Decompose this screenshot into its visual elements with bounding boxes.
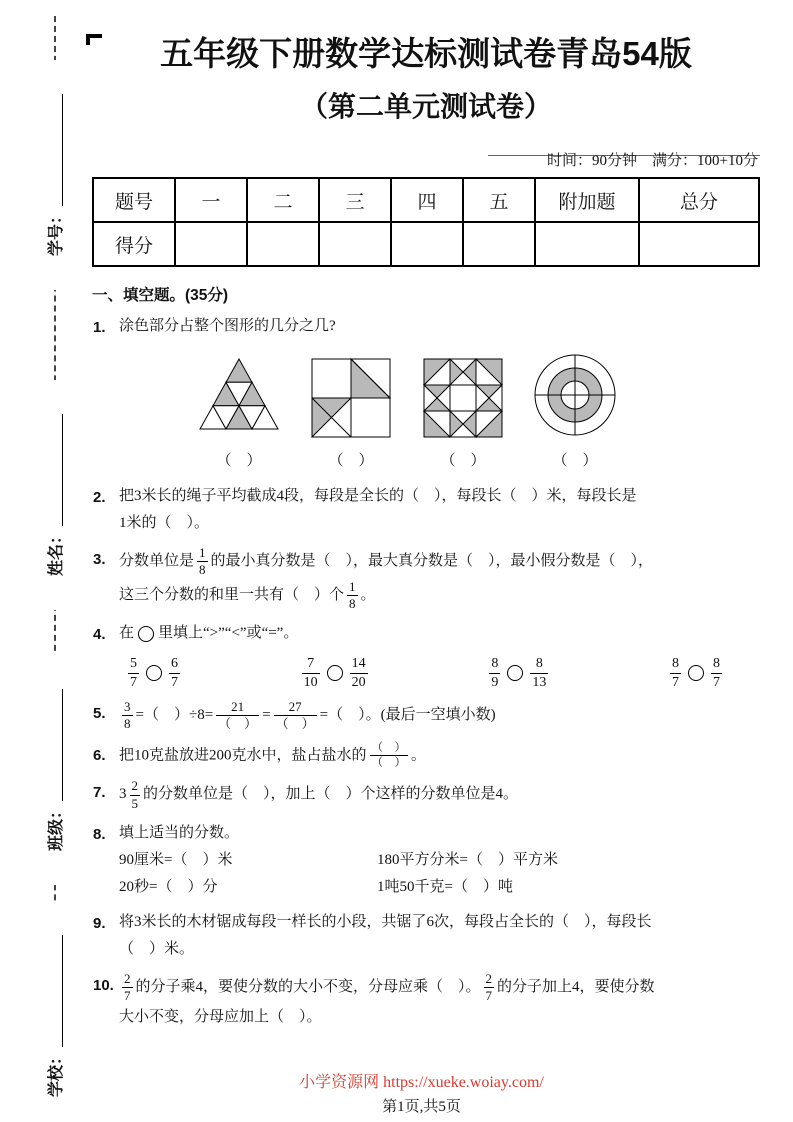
score-cell	[391, 222, 463, 266]
fraction-3-8: $\frac{3}{8}$	[124, 699, 131, 732]
question-5-seg3: =（ ）。(最后一空填小数)	[319, 707, 496, 724]
score-cell	[175, 222, 247, 266]
question-10-line2: 大小不变，分母应加上（ ）。	[119, 1009, 322, 1026]
conversion-item: 90厘米=（ ）米	[119, 851, 233, 868]
answer-blank: （ ）	[552, 453, 598, 469]
student-name-label: 姓名：	[47, 528, 65, 577]
circles-figure	[532, 352, 618, 438]
fraction-2-7: $\frac{2}{7}$	[485, 970, 493, 1003]
comparison-item	[299, 655, 371, 691]
question-7-number: 7.	[93, 784, 106, 802]
compare-circle-icon	[146, 665, 162, 681]
section-1-title: 一、填空题。(35分)	[92, 287, 229, 304]
question-6-seg1: 把10克盐放进200克水中，盐占盐水的	[119, 746, 367, 763]
conversion-item: 20秒=（ ）分	[119, 878, 218, 895]
fraction-1-8: $\frac{1}{8}$	[349, 578, 356, 611]
fraction-21-blank: $\frac{21}{( )}$	[218, 699, 258, 732]
question-1-text: 涂色部分占整个图形的几分之几?	[119, 318, 336, 334]
question-10-seg1: 的分子乘4，要使分数的大小不变，分母应乘（ ）。	[135, 978, 481, 995]
question-3-seg3: 这三个分数的和里一共有（ ）个	[119, 586, 345, 603]
footer-site-link: 小学资源网 https://xueke.woiay.com/	[299, 1074, 544, 1091]
col-extra: 附加题	[535, 178, 639, 222]
question-2-line2: 1米的（ ）。	[119, 515, 210, 531]
comparison-row	[125, 655, 725, 691]
question-4-seg2: 里填上“>”“<”或“=”。	[158, 625, 299, 641]
answer-blank: （ ）	[328, 453, 374, 469]
question-7	[92, 778, 760, 812]
fraction-blank-blank: $\frac{( )}{( )}$	[371, 741, 407, 769]
question-5-number: 5.	[93, 705, 106, 722]
question-8-row-1	[119, 847, 760, 874]
question-9-line2: （ ）米。	[119, 940, 195, 957]
question-5-seg1: =（ ）÷8=	[135, 707, 214, 724]
question-7-whole: 3	[119, 786, 127, 803]
square-figure	[311, 358, 391, 438]
fraction-27-blank: $\frac{27}{( )}$	[275, 699, 315, 732]
question-1	[92, 313, 760, 475]
student-id-field	[41, 60, 67, 290]
question-7-seg2: 的分数单位是（ ），加上（ ）个这样的分数单位是4。	[143, 786, 519, 803]
question-10-seg2: 的分子加上4，要使分数	[497, 978, 655, 995]
score-cell	[463, 222, 535, 266]
fraction-2-5: $\frac{2}{5}$	[131, 778, 138, 811]
question-2-line1: 把3米长的绳子平均截成4段，每段是全长的（ ），每段长（ ）米，每段长是	[119, 488, 637, 504]
fraction: $\frac{8}{7}$	[671, 656, 679, 690]
score-cell	[535, 222, 639, 266]
compare-circle-icon	[507, 665, 523, 681]
question-2	[92, 483, 760, 537]
conversion-item: 1吨50千克=（ ）吨	[377, 878, 513, 895]
student-name-writing-line	[45, 414, 63, 526]
figure-row	[183, 352, 760, 475]
fraction: $\frac{7}{10}$	[303, 656, 318, 690]
score-table-header-row	[93, 178, 759, 222]
score-label: 得分	[93, 222, 175, 266]
time-score-info: 时间：90分钟 满分：100+10分	[547, 153, 758, 169]
score-table	[92, 177, 760, 267]
compare-circle-icon	[327, 665, 343, 681]
fraction-1-8: $\frac{1}{8}$	[199, 545, 206, 578]
figure-cell-circles	[519, 352, 631, 475]
compare-circle-icon	[688, 665, 704, 681]
page-indicator: 第1页,共5页	[382, 1099, 461, 1115]
question-9-line1: 将3米长的木材锯成每段一样长的小段，共锯了6次，每段占全长的（ ），每段长	[119, 913, 652, 930]
question-3	[92, 545, 760, 612]
question-3-seg2: 的最小真分数是（ ），最大真分数是（ ），最小假分数是（ ），	[210, 553, 654, 570]
question-3-seg1: 分数单位是	[119, 553, 195, 570]
question-5-seg2: =	[262, 707, 271, 724]
question-4	[92, 620, 760, 691]
score-table-score-row	[93, 222, 759, 266]
figure-cell-triangle	[183, 352, 295, 475]
col-5: 五	[463, 178, 535, 222]
comparison-item	[667, 655, 725, 691]
question-10	[92, 971, 760, 1032]
answer-blank: （ ）	[216, 453, 262, 469]
score-cell	[247, 222, 319, 266]
comparison-item	[486, 655, 551, 691]
main-content	[92, 28, 760, 1031]
exam-title: 五年级下册数学达标测试卷青岛54版	[160, 35, 692, 72]
answer-blank: （ ）	[440, 453, 486, 469]
question-6	[92, 741, 760, 771]
star-figure	[423, 358, 503, 438]
question-4-number: 4.	[93, 626, 106, 643]
school-label: 学校：	[47, 1049, 65, 1098]
fraction: $\frac{8}{7}$	[712, 656, 720, 690]
question-3-seg4: 。	[360, 586, 376, 603]
question-8-number: 8.	[93, 825, 106, 843]
question-8-text: 填上适当的分数。	[119, 824, 240, 841]
question-5	[92, 699, 760, 733]
question-8-row-2	[119, 874, 760, 901]
score-cell	[319, 222, 391, 266]
question-2-number: 2.	[93, 489, 106, 506]
question-9-number: 9.	[93, 914, 106, 932]
class-writing-line	[45, 689, 63, 801]
conversion-item: 180平方分米=（ ）平方米	[377, 851, 558, 868]
figure-cell-square	[295, 352, 407, 475]
fraction: $\frac{8}{9}$	[491, 656, 499, 690]
question-10-number: 10.	[93, 976, 114, 994]
question-8	[92, 820, 760, 901]
figure-cell-star	[407, 352, 519, 475]
question-6-seg2: 。	[411, 746, 427, 763]
student-name-field	[41, 380, 67, 610]
col-total: 总分	[639, 178, 759, 222]
student-id-label: 学号：	[47, 208, 65, 257]
question-1-number: 1.	[93, 319, 106, 336]
compare-circle-icon	[138, 626, 154, 642]
fraction: $\frac{14}{20}$	[351, 656, 366, 690]
fraction: $\frac{5}{7}$	[130, 656, 137, 690]
score-cell	[639, 222, 759, 266]
school-writing-line	[45, 935, 63, 1047]
col-4: 四	[391, 178, 463, 222]
col-1: 一	[175, 178, 247, 222]
question-4-seg1: 在	[119, 625, 135, 641]
question-3-number: 3.	[93, 551, 106, 568]
exam-subtitle: （第二单元测试卷）	[299, 91, 552, 122]
col-3: 三	[319, 178, 391, 222]
fraction: $\frac{8}{13}$	[532, 656, 547, 690]
fraction: $\frac{6}{7}$	[171, 656, 178, 690]
class-label: 班级：	[47, 803, 65, 852]
class-field	[41, 655, 67, 885]
fraction-2-7: $\frac{2}{7}$	[124, 970, 131, 1003]
question-6-number: 6.	[93, 746, 106, 764]
triangle-figure	[193, 356, 285, 438]
comparison-item	[125, 655, 183, 691]
col-2: 二	[247, 178, 319, 222]
col-question-no: 题号	[93, 178, 175, 222]
student-id-writing-line	[45, 94, 63, 206]
question-9	[92, 909, 760, 963]
